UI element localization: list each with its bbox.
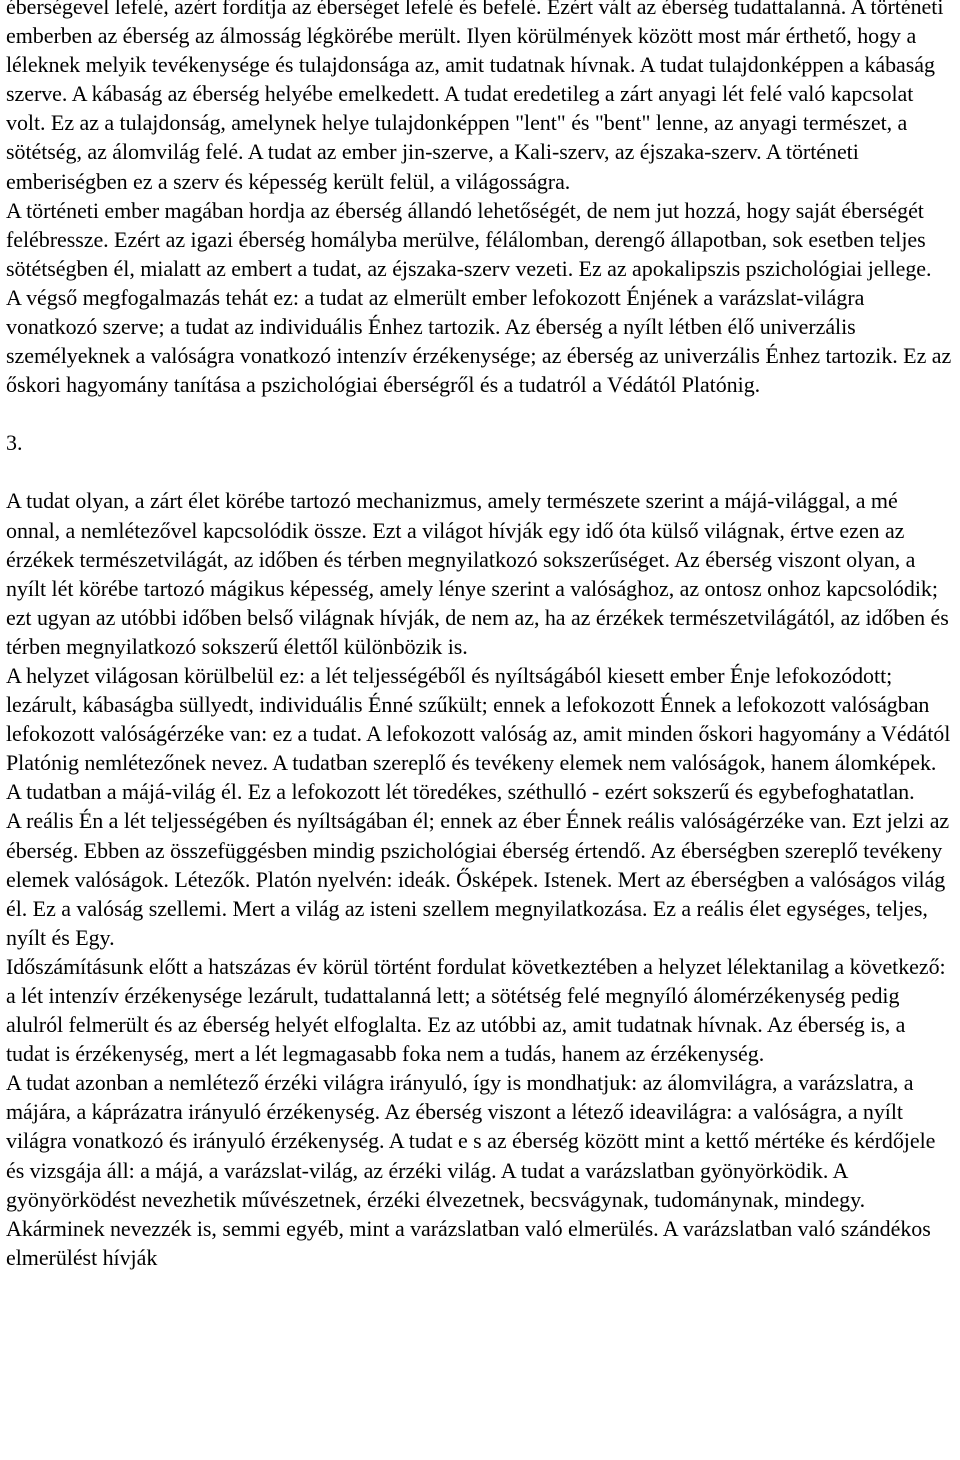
paragraph: Időszámításunk előtt a hatszázas év körül történt fordulat következtében a helyzet lélektanilag a következő: a lét intenzív érzékenysége lezárult, tudattalanná lett; a sötétség felé megnyíló álomérzékenység pedig alulról felmerült és az éberség helyét elfoglalta. Ez az utóbbi az, amit tudatnak hívnak. Az éberség is, a tudat is érzékenység, mert a lét legmagasabb foka nem a tudás, hanem az érzékenység. <box>6 953 946 1067</box>
paragraph: A helyzet világosan körülbelül ez: a lét teljességéből és nyíltságából kiesett ember Énje lefokozódott; lezárult, kábaságba süllyedt, individuális Énné szűkült; ennek a lefokozott Énnek a lefokozott valóságban lefokozott valóságérzéke van: ez a tudat. A lefokozott valóság az, amit minden őskori hagyomány a Védától Platónig nemlétezőnek nevez. A tudatban szereplő és tevékeny elemek nem valóságok, hanem álomképek. A tudatban a májá-világ él. Ez a lefokozott lét töredékes, széthulló - ezért sokszerű és egybefoghatatlan. <box>6 662 951 805</box>
paragraph: A tudat azonban a nemlétező érzéki világra irányuló, így is mondhatjuk: az álomvilágra, a varázslatra, a májára, a káprázatra irányuló érzékenység. Az éberség viszont a létező ideavilágra: a valóságra, a nyílt világra vonatkozó és irányuló érzékenység. A tudat e s az éberség között mint a kettő mértéke és kérdőjele és vizsgája áll: a májá, a varázslat-világ, az érzéki világ. A tudat a varázslatban gyönyörködik. A gyönyörködést nevezhetik művészetnek, érzéki élvezetnek, becsvágynak, tudománynak, mindegy. Akárminek nevezzék is, semmi egyéb, mint a varázslatban való elmerülés. A varázslatban való szándékos elmerülést hívják <box>6 1070 936 1270</box>
paragraph-spacer <box>6 399 954 428</box>
paragraph: A történeti ember magában hordja az éberség állandó lehetőségét, de nem jut hozzá, hogy saját éberségét felébressze. Ezért az igazi éberség homályba merülve, félálomban, derengő állapotban, sok esetben teljes sötétségben él, mialatt az embert a tudat, az éjszaka-szerv vezeti. Ez az apokalipszis pszichológiai jellege. <box>6 197 932 281</box>
paragraph-spacer <box>6 457 954 486</box>
section-number: 3. <box>6 430 23 456</box>
paragraph: A végső megfogalmazás tehát ez: a tudat az elmerült ember lefokozott Énjének a varázslat-világra vonatkozó szerve; a tudat az individuális Énhez tartozik. Az éberség a nyílt létben élő univerzális személyeknek a valóságra vonatkozó intenzív érzékenysége; az éberség az univerzális Énhez tartozik. Ez az őskori hagyomány tanítása a pszichológiai éberségről és a tudatról a Védától Platónig. <box>6 284 952 398</box>
paragraph: A reális Én a lét teljességében és nyíltságában él; ennek az éber Énnek reális valóságérzéke van. Ezt jelzi az éberség. Ebben az összefüggésben mindig pszichológiai éberség értendő. Az éberségben szereplő tevékeny elemek valóságok. Létezők. Platón nyelvén: ideák. Ősképek. Istenek. Mert az éberségben a valóságos világ él. Ez a valóság szellemi. Mert a világ az isteni szellem megnyilatkozása. Ez a reális élet egységes, teljes, nyílt és Egy. <box>6 808 950 950</box>
paragraph: A tudat olyan, a zárt élet körébe tartozó mechanizmus, amely természete szerint a májá-világgal, a mé onnal, a nemlétezővel kapcsolódik össze. Ezt a világot hívják egy idő óta külső világnak, értve ezen az érzékek természetvilágát, az időben és térben megnyilatkozó sokszerűséget. Az éberség viszont olyan, a nyílt lét körébe tartozó mágikus képesség, amely lénye szerint a valósághoz, az ontosz onhoz kapcsolódik; ezt ugyan az utóbbi időben belső világnak hívják, de nem az, ha az érzékek természetvilágától, az időben és térben megnyilatkozó sokszerű élettől különbözik is. <box>6 488 949 659</box>
paragraph: éberségevel lefelé, azért fordítja az éberséget lefelé és befelé. Ezért vált az éberség tudattalanná. A történeti emberben az éberség az álmosság légkörébe merült. Ilyen körülmények között most már érthető, hogy a léleknek melyik tevékenysége és tulajdonsága az, amit tudatnak hívnak. A tudat tulajdonképpen a kábaság szerve. A kábaság az éberség helyébe emelkedett. A tudat eredetileg a zárt anyagi lét felé való kapcsolat volt. Ez az a tulajdonság, amelynek helye tulajdonképpen "lent" és "bent" lenne, az anyagi természet, a sötétség, az álomvilág felé. A tudat az ember jin-szerve, a Kali-szerv, az éjszaka-szerv. A történeti emberiségben ez a szerv és képesség került felül, a világosságra. <box>6 0 944 194</box>
document-page <box>6 0 954 1272</box>
